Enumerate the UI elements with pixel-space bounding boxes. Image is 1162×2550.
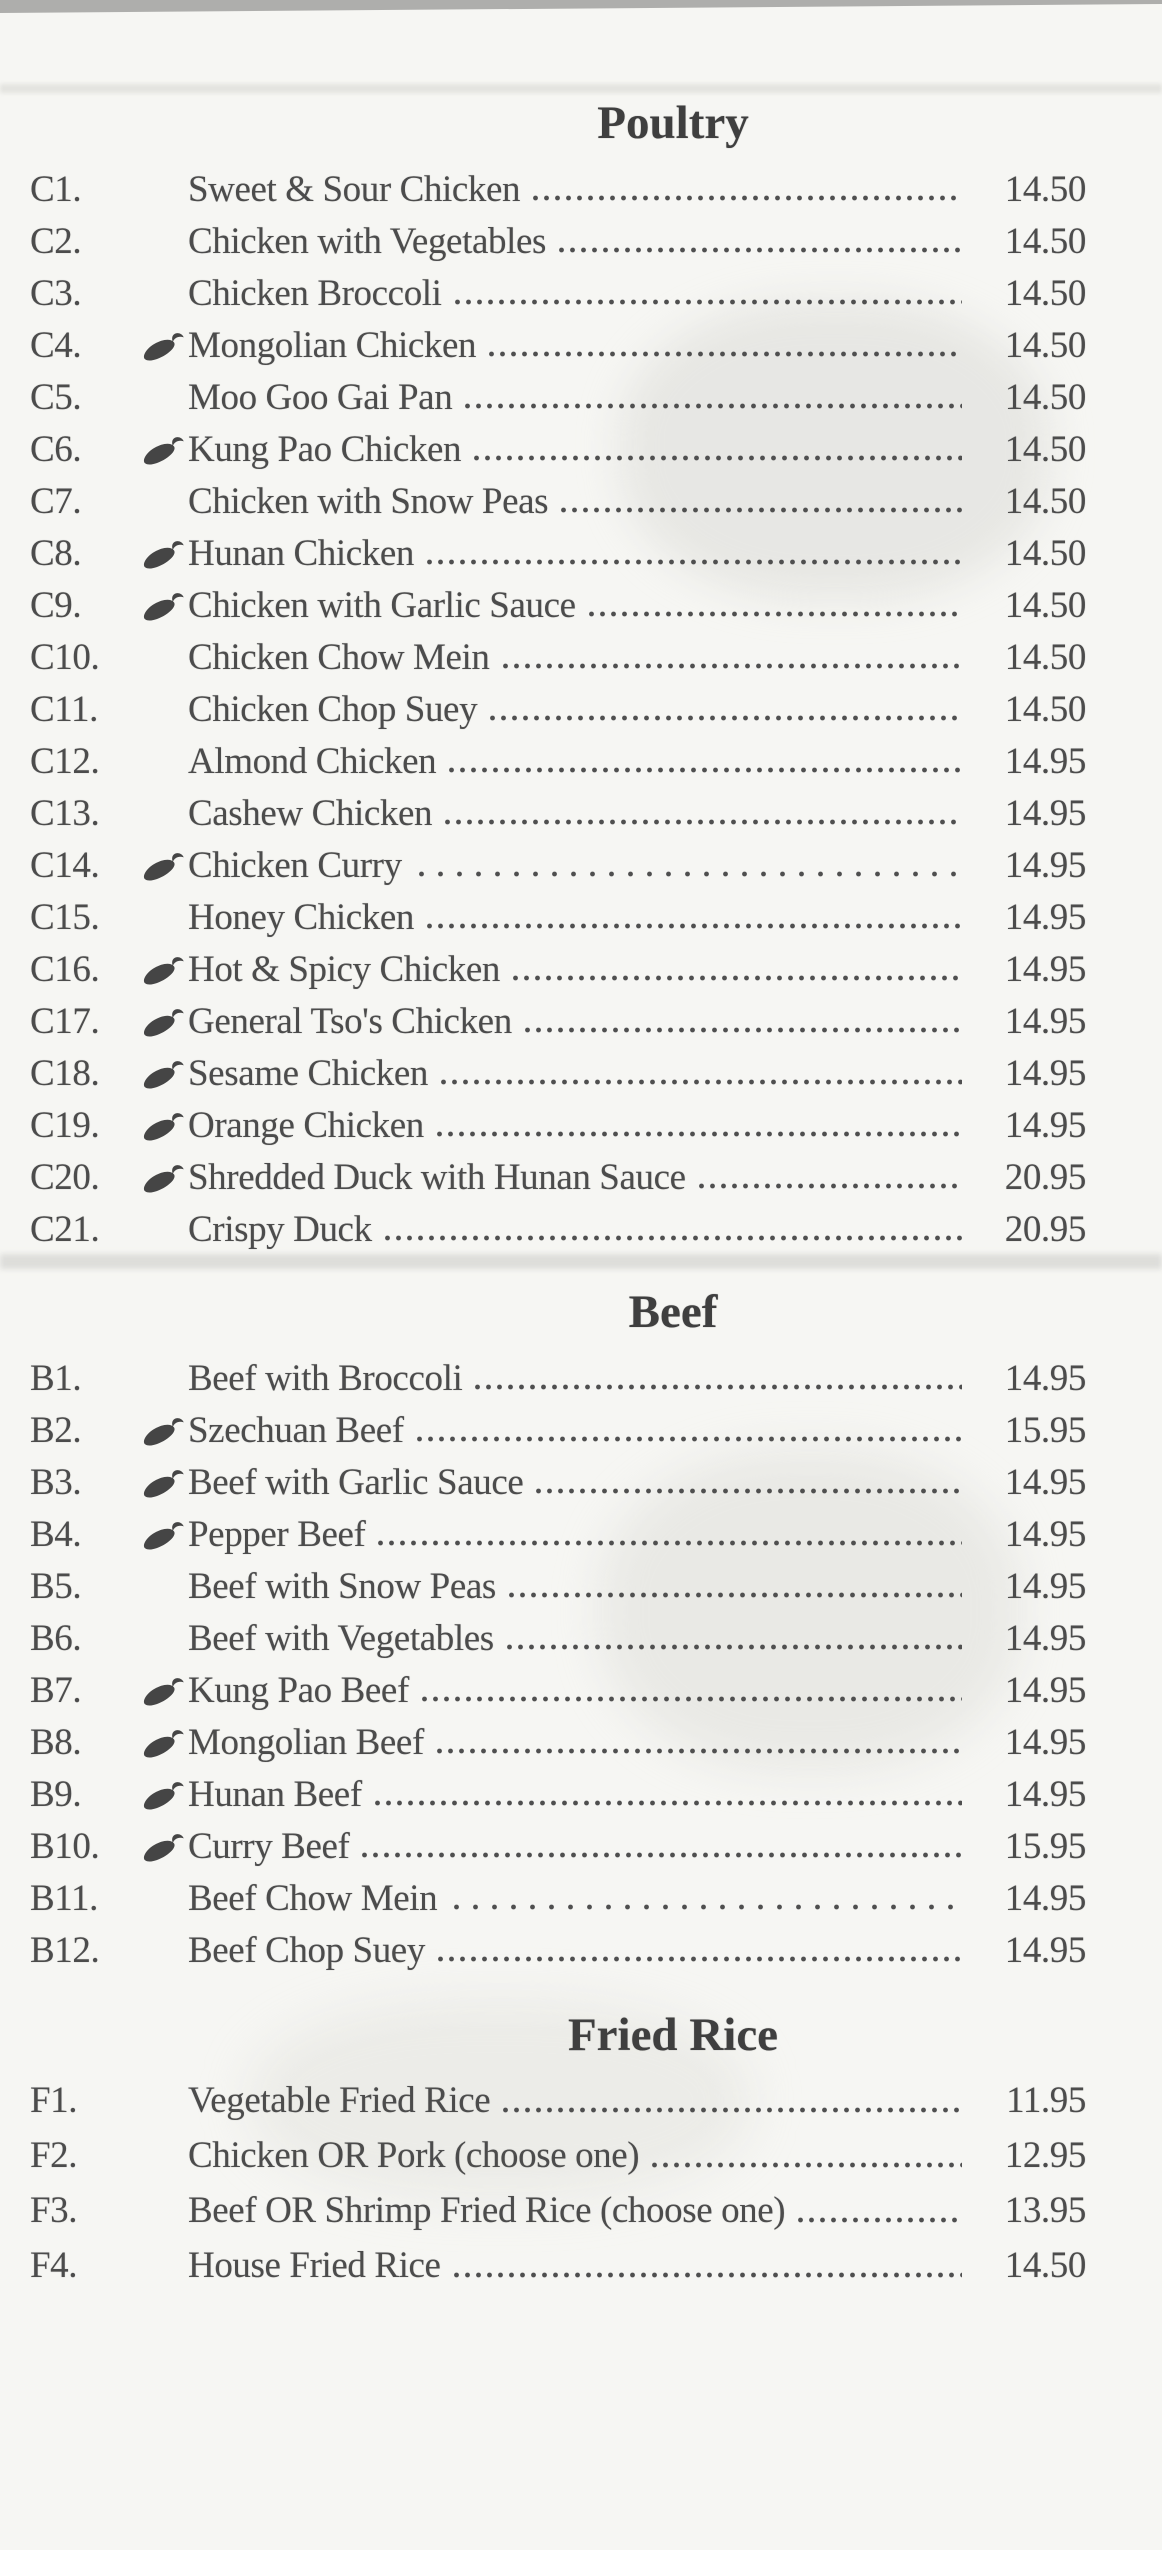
chili-pepper-icon (141, 1520, 188, 1553)
item-code: C18. (30, 1052, 100, 1094)
menu-item-row (30, 1872, 1086, 1924)
dot-leader (522, 1025, 962, 1035)
item-name: Sweet & Sour Chicken (188, 168, 521, 210)
item-code: F1. (30, 2080, 78, 2121)
item-code: C15. (30, 896, 100, 938)
menu-item-row (30, 1151, 1086, 1203)
item-price: 20.95 (1004, 1208, 1086, 1250)
menu-item-row (30, 787, 1086, 839)
item-name: Hunan Beef (188, 1773, 362, 1815)
dot-leader (795, 2215, 962, 2225)
item-price: 14.95 (1004, 1669, 1086, 1711)
item-name: Chicken with Snow Peas (188, 480, 549, 522)
menu-item-row (30, 1560, 1086, 1612)
spicy-icon-cell (138, 1005, 188, 1038)
dot-leader (504, 1642, 962, 1652)
item-name: Beef with Vegetables (188, 1617, 494, 1659)
menu-item-row (30, 475, 1086, 527)
dot-leader (556, 245, 962, 255)
item-name: Mongolian Chicken (188, 324, 477, 366)
item-price: 14.50 (1004, 636, 1086, 678)
item-code: B9. (30, 1773, 82, 1815)
item-name: Chicken Chop Suey (188, 688, 478, 730)
item-price: 13.95 (1004, 2190, 1086, 2231)
dot-leader (438, 1077, 962, 1087)
dot-leader (533, 1486, 962, 1496)
dot-leader (462, 401, 962, 411)
item-name: Mongolian Beef (188, 1721, 424, 1763)
item-code: C11. (30, 688, 98, 730)
item-price: 14.50 (1004, 428, 1086, 470)
item-code: C16. (30, 948, 100, 990)
menu-item-row (30, 1716, 1086, 1768)
spicy-icon-cell (138, 1830, 188, 1863)
dot-leader (375, 1538, 962, 1548)
spicy-icon-cell (138, 1518, 188, 1551)
menu-item-row (30, 1612, 1086, 1664)
spicy-icon-cell (138, 1726, 188, 1759)
menu-item-row (30, 1099, 1086, 1151)
item-price: 11.95 (1006, 2080, 1086, 2121)
chili-pepper-icon (141, 1007, 188, 1040)
item-price: 14.95 (1004, 1104, 1086, 1146)
item-name: Beef with Garlic Sauce (188, 1461, 524, 1503)
dot-leader (442, 817, 962, 827)
item-price: 14.95 (1004, 1052, 1086, 1094)
menu-item-row (30, 1924, 1086, 1976)
item-name: House Fried Rice (188, 2245, 441, 2286)
menu-item-row (30, 839, 1086, 891)
item-code: F3. (30, 2190, 78, 2231)
item-code: C2. (30, 220, 82, 262)
scanner-edge-strip (0, 0, 1162, 16)
chili-pepper-icon (141, 1780, 188, 1813)
item-code: C13. (30, 792, 100, 834)
menu-item-row (30, 1768, 1086, 1820)
item-name: Szechuan Beef (188, 1409, 404, 1451)
section-items-fried-rice (30, 2073, 1086, 2293)
dot-leader (424, 557, 962, 567)
spicy-icon-cell (138, 1466, 188, 1499)
item-code: C17. (30, 1000, 100, 1042)
spicy-icon-cell (138, 849, 188, 882)
section-title-beef: Beef (628, 1286, 718, 1338)
item-price: 15.95 (1004, 1409, 1086, 1451)
dot-leader (419, 1694, 962, 1704)
item-name: Chicken Chow Mein (188, 636, 490, 678)
dot-leader (414, 1434, 962, 1444)
item-name: Kung Pao Beef (188, 1669, 409, 1711)
item-price: 14.95 (1004, 896, 1086, 938)
dot-leader (530, 193, 962, 203)
menu-item-row (30, 1404, 1086, 1456)
item-price: 14.95 (1004, 1721, 1086, 1763)
chili-pepper-icon (141, 591, 188, 624)
menu-item-row (30, 631, 1086, 683)
item-name: Honey Chicken (188, 896, 414, 938)
dot-leader (446, 765, 962, 775)
item-price: 14.50 (1004, 2245, 1086, 2286)
item-price: 14.95 (1004, 948, 1086, 990)
spicy-icon-cell (138, 329, 188, 362)
item-name: Chicken OR Pork (choose one) (188, 2135, 640, 2176)
item-code: B7. (30, 1669, 82, 1711)
chili-pepper-icon (141, 331, 188, 364)
item-name: Hot & Spicy Chicken (188, 948, 501, 990)
chili-pepper-icon (141, 435, 188, 468)
menu-item-row (30, 1820, 1086, 1872)
item-price: 14.50 (1004, 168, 1086, 210)
item-price: 14.50 (1004, 532, 1086, 574)
menu-item-row (30, 683, 1086, 735)
menu-item-row (30, 423, 1086, 475)
item-code: C14. (30, 844, 100, 886)
dot-leader (447, 1902, 962, 1912)
item-code: C12. (30, 740, 100, 782)
menu-item-row (30, 319, 1086, 371)
dot-leader (471, 453, 962, 463)
section-poultry (30, 97, 1086, 1255)
item-price: 14.50 (1004, 272, 1086, 314)
menu-item-row (30, 1508, 1086, 1560)
menu-item-row (30, 215, 1086, 267)
dot-leader (451, 2270, 962, 2280)
item-price: 14.95 (1004, 792, 1086, 834)
dot-leader (472, 1382, 962, 1392)
item-code: B12. (30, 1929, 100, 1971)
section-beef (30, 1286, 1086, 1976)
spicy-icon-cell (138, 433, 188, 466)
scan-smudge (0, 84, 1162, 93)
chili-pepper-icon (141, 1832, 188, 1865)
spicy-icon-cell (138, 953, 188, 986)
item-price: 14.95 (1004, 1565, 1086, 1607)
section-title-fried-rice: Fried Rice (567, 2009, 779, 2061)
item-name: Kung Pao Chicken (188, 428, 462, 470)
item-code: B3. (30, 1461, 82, 1503)
item-name: Sesame Chicken (188, 1052, 428, 1094)
dot-leader (510, 973, 962, 983)
menu-item-row (30, 943, 1086, 995)
item-code: B5. (30, 1565, 82, 1607)
item-name: Beef with Broccoli (188, 1357, 463, 1399)
dot-leader (359, 1850, 962, 1860)
item-name: Beef Chow Mein (188, 1877, 438, 1919)
item-code: C8. (30, 532, 82, 574)
item-name: Curry Beef (188, 1825, 350, 1867)
spicy-icon-cell (138, 1109, 188, 1142)
dot-leader (434, 1129, 962, 1139)
dot-leader (486, 349, 962, 359)
dot-leader (558, 505, 962, 515)
item-name: Chicken with Garlic Sauce (188, 584, 576, 626)
menu-item-row (30, 1352, 1086, 1404)
dot-leader (586, 609, 962, 619)
dot-leader (696, 1181, 962, 1191)
item-name: Beef Chop Suey (188, 1929, 425, 1971)
item-price: 14.50 (1004, 220, 1086, 262)
section-items-beef (30, 1352, 1086, 1976)
item-code: B11. (30, 1877, 98, 1919)
item-price: 14.50 (1004, 376, 1086, 418)
dot-leader (649, 2160, 962, 2170)
spicy-icon-cell (138, 1778, 188, 1811)
dot-leader (372, 1798, 962, 1808)
menu-item-row (30, 891, 1086, 943)
item-code: B4. (30, 1513, 82, 1555)
chili-pepper-icon (141, 1468, 188, 1501)
item-price: 12.95 (1004, 2135, 1086, 2176)
menu-item-row (30, 1664, 1086, 1716)
item-price: 14.95 (1004, 1773, 1086, 1815)
item-price: 15.95 (1004, 1825, 1086, 1867)
menu-item-row (30, 527, 1086, 579)
item-code: B2. (30, 1409, 82, 1451)
item-code: C10. (30, 636, 100, 678)
chili-pepper-icon (141, 955, 188, 988)
item-price: 14.50 (1004, 324, 1086, 366)
dot-leader (424, 921, 962, 931)
item-code: C1. (30, 168, 82, 210)
item-name: Chicken with Vegetables (188, 220, 546, 262)
dot-leader (506, 1590, 962, 1600)
chili-pepper-icon (141, 1163, 188, 1196)
spicy-icon-cell (138, 537, 188, 570)
item-name: Beef with Snow Peas (188, 1565, 496, 1607)
spicy-icon-cell (138, 1414, 188, 1447)
item-code: C20. (30, 1156, 100, 1198)
item-price: 14.95 (1004, 1929, 1086, 1971)
chili-pepper-icon (141, 1416, 188, 1449)
menu-item-row (30, 1203, 1086, 1255)
item-code: B1. (30, 1357, 82, 1399)
item-code: C6. (30, 428, 82, 470)
item-code: C21. (30, 1208, 100, 1250)
chili-pepper-icon (141, 539, 188, 572)
dot-leader (452, 297, 962, 307)
item-name: Orange Chicken (188, 1104, 424, 1146)
item-name: Shredded Duck with Hunan Sauce (188, 1156, 686, 1198)
section-title-poultry: Poultry (597, 97, 749, 149)
item-code: B8. (30, 1721, 82, 1763)
menu-item-row (30, 2183, 1086, 2238)
menu-content (0, 97, 1162, 2293)
item-price: 14.95 (1004, 1000, 1086, 1042)
item-name: Moo Goo Gai Pan (188, 376, 453, 418)
spicy-icon-cell (138, 589, 188, 622)
item-code: F2. (30, 2135, 78, 2176)
item-price: 14.95 (1004, 1513, 1086, 1555)
item-code: C7. (30, 480, 82, 522)
chili-pepper-icon (141, 1728, 188, 1761)
item-price: 14.95 (1004, 1357, 1086, 1399)
dot-leader (487, 713, 962, 723)
section-fried-rice (30, 2009, 1086, 2293)
item-name: Almond Chicken (188, 740, 437, 782)
item-name: Hunan Chicken (188, 532, 414, 574)
item-name: General Tso's Chicken (188, 1000, 512, 1042)
item-price: 14.95 (1004, 1461, 1086, 1503)
menu-item-row (30, 579, 1086, 631)
item-price: 14.50 (1004, 480, 1086, 522)
item-name: Crispy Duck (188, 1208, 372, 1250)
item-name: Chicken Broccoli (188, 272, 442, 314)
item-code: B6. (30, 1617, 82, 1659)
item-price: 14.95 (1004, 844, 1086, 886)
menu-item-row (30, 267, 1086, 319)
spicy-icon-cell (138, 1057, 188, 1090)
item-price: 14.50 (1004, 584, 1086, 626)
item-name: Beef OR Shrimp Fried Rice (choose one) (188, 2190, 786, 2231)
spicy-icon-cell (138, 1161, 188, 1194)
menu-item-row (30, 371, 1086, 423)
item-name: Vegetable Fried Rice (188, 2080, 491, 2121)
item-code: B10. (30, 1825, 100, 1867)
item-name: Chicken Curry (188, 844, 402, 886)
item-code: F4. (30, 2245, 78, 2286)
chili-pepper-icon (141, 1676, 188, 1709)
chili-pepper-icon (141, 1111, 188, 1144)
menu-item-row (30, 1047, 1086, 1099)
menu-item-row (30, 995, 1086, 1047)
menu-item-row (30, 2238, 1086, 2293)
menu-item-row (30, 2128, 1086, 2183)
dot-leader (412, 869, 962, 879)
dot-leader (500, 2105, 962, 2115)
item-code: C4. (30, 324, 82, 366)
menu-item-row (30, 2073, 1086, 2128)
item-price: 14.95 (1004, 1877, 1086, 1919)
chili-pepper-icon (141, 1059, 188, 1092)
item-price: 14.95 (1004, 1617, 1086, 1659)
dot-leader (435, 1954, 962, 1964)
item-price: 14.95 (1004, 740, 1086, 782)
item-name: Pepper Beef (188, 1513, 366, 1555)
dot-leader (382, 1233, 962, 1243)
section-items-poultry (30, 163, 1086, 1255)
dot-leader (500, 661, 962, 671)
item-price: 14.50 (1004, 688, 1086, 730)
spicy-icon-cell (138, 1674, 188, 1707)
chili-pepper-icon (141, 851, 188, 884)
item-name: Cashew Chicken (188, 792, 433, 834)
menu-item-row (30, 1456, 1086, 1508)
menu-item-row (30, 163, 1086, 215)
item-code: C9. (30, 584, 82, 626)
item-code: C5. (30, 376, 82, 418)
item-code: C3. (30, 272, 82, 314)
menu-item-row (30, 735, 1086, 787)
item-price: 20.95 (1004, 1156, 1086, 1198)
item-code: C19. (30, 1104, 100, 1146)
dot-leader (434, 1746, 962, 1756)
